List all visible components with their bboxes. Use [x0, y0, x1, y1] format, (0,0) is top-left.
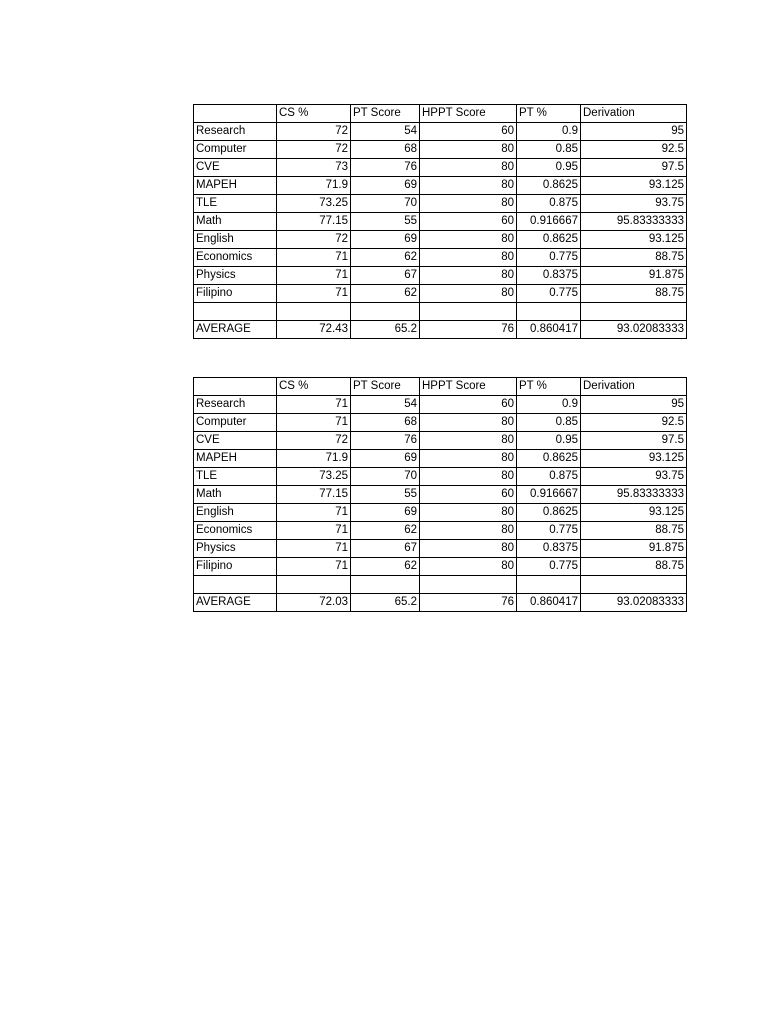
table-cell: 91.875 — [581, 267, 687, 285]
table-cell: 0.8375 — [517, 540, 581, 558]
table-row — [194, 159, 687, 177]
table-cell: 97.5 — [581, 432, 687, 450]
table-cell: 76 — [351, 432, 420, 450]
table-cell: 60 — [420, 486, 517, 504]
table-cell: 80 — [420, 522, 517, 540]
table-row — [194, 249, 687, 267]
table-cell: 92.5 — [581, 141, 687, 159]
table-cell: 73.25 — [277, 468, 351, 486]
row-label: MAPEH — [194, 177, 277, 195]
table-row — [194, 540, 687, 558]
row-label: English — [194, 504, 277, 522]
table-cell: 73.25 — [277, 195, 351, 213]
table-cell: 69 — [351, 450, 420, 468]
table-cell: 65.2 — [351, 594, 420, 612]
grades-table-body — [194, 378, 687, 612]
blank-row — [194, 576, 687, 594]
table-cell: 0.775 — [517, 285, 581, 303]
table-cell: 0.9 — [517, 396, 581, 414]
table-cell: 80 — [420, 195, 517, 213]
row-label: MAPEH — [194, 450, 277, 468]
column-header: PT Score — [351, 105, 420, 123]
grades-table-2 — [193, 377, 687, 612]
table-cell: 80 — [420, 267, 517, 285]
table-cell — [277, 303, 351, 321]
table-cell: 70 — [351, 468, 420, 486]
table-cell: 77.15 — [277, 213, 351, 231]
row-label — [194, 303, 277, 321]
table-row — [194, 195, 687, 213]
table-cell — [420, 303, 517, 321]
table-cell: 80 — [420, 177, 517, 195]
table-cell: 80 — [420, 141, 517, 159]
table-row — [194, 213, 687, 231]
table-cell — [517, 576, 581, 594]
table-cell: 0.8625 — [517, 177, 581, 195]
table-cell: 0.860417 — [517, 594, 581, 612]
table-cell: 71 — [277, 396, 351, 414]
table-cell: 80 — [420, 414, 517, 432]
table-cell — [351, 303, 420, 321]
table-cell: 71.9 — [277, 450, 351, 468]
table-cell: 0.8625 — [517, 231, 581, 249]
column-header: CS % — [277, 378, 351, 396]
table-cell: 69 — [351, 231, 420, 249]
table-cell: 67 — [351, 540, 420, 558]
row-label: English — [194, 231, 277, 249]
table-row — [194, 141, 687, 159]
table-cell: 0.916667 — [517, 213, 581, 231]
table-cell: 95.83333333 — [581, 486, 687, 504]
table-cell: 93.02083333 — [581, 594, 687, 612]
average-row — [194, 594, 687, 612]
table-cell: 67 — [351, 267, 420, 285]
table-row — [194, 504, 687, 522]
column-header: Derivation — [581, 378, 687, 396]
row-label: Computer — [194, 141, 277, 159]
row-label: Research — [194, 396, 277, 414]
table-cell: 80 — [420, 231, 517, 249]
table-row — [194, 285, 687, 303]
table-cell: 0.775 — [517, 522, 581, 540]
table-cell: 71 — [277, 504, 351, 522]
row-label: Math — [194, 213, 277, 231]
table-row — [194, 231, 687, 249]
table-cell: 73 — [277, 159, 351, 177]
grades-table-body — [194, 105, 687, 339]
table-cell: 0.8625 — [517, 450, 581, 468]
row-label: TLE — [194, 468, 277, 486]
row-label: Filipino — [194, 558, 277, 576]
header-row — [194, 105, 687, 123]
table-cell: 0.875 — [517, 468, 581, 486]
table-cell: 80 — [420, 450, 517, 468]
table-cell: 60 — [420, 213, 517, 231]
table-cell: 88.75 — [581, 285, 687, 303]
table-cell: 88.75 — [581, 522, 687, 540]
table-cell: 55 — [351, 486, 420, 504]
table-cell: 0.85 — [517, 141, 581, 159]
column-header: PT % — [517, 105, 581, 123]
table-cell: 95.83333333 — [581, 213, 687, 231]
table-cell — [581, 303, 687, 321]
table-cell: 77.15 — [277, 486, 351, 504]
table-cell: 70 — [351, 195, 420, 213]
column-header — [194, 105, 277, 123]
table-row — [194, 432, 687, 450]
table-cell: 71 — [277, 522, 351, 540]
row-label: Economics — [194, 522, 277, 540]
table-row — [194, 177, 687, 195]
table-cell: 71 — [277, 249, 351, 267]
row-label: Research — [194, 123, 277, 141]
table-cell: 69 — [351, 504, 420, 522]
table-cell: 80 — [420, 249, 517, 267]
table-cell: 71 — [277, 540, 351, 558]
average-row — [194, 321, 687, 339]
table-cell: 80 — [420, 558, 517, 576]
table-cell: 0.775 — [517, 558, 581, 576]
table-row — [194, 558, 687, 576]
table-cell: 76 — [420, 594, 517, 612]
column-header: HPPT Score — [420, 105, 517, 123]
table-cell — [351, 576, 420, 594]
table-cell: 0.9 — [517, 123, 581, 141]
table-cell: 71 — [277, 285, 351, 303]
table-row — [194, 522, 687, 540]
column-header: Derivation — [581, 105, 687, 123]
grades-table-1 — [193, 104, 687, 339]
table-cell: 71 — [277, 414, 351, 432]
table-row — [194, 123, 687, 141]
table-row — [194, 468, 687, 486]
table-cell: 93.125 — [581, 231, 687, 249]
table-cell: 68 — [351, 141, 420, 159]
table-cell — [420, 576, 517, 594]
table-cell: 80 — [420, 540, 517, 558]
table-cell: 0.875 — [517, 195, 581, 213]
table-cell: 0.95 — [517, 159, 581, 177]
table-cell: 0.775 — [517, 249, 581, 267]
table-cell: 55 — [351, 213, 420, 231]
table-cell: 69 — [351, 177, 420, 195]
table-cell: 93.125 — [581, 177, 687, 195]
table-cell: 71 — [277, 267, 351, 285]
table-cell — [581, 576, 687, 594]
table-cell — [517, 303, 581, 321]
table-cell: 88.75 — [581, 558, 687, 576]
table-cell: 88.75 — [581, 249, 687, 267]
table-row — [194, 414, 687, 432]
table-cell: 72.03 — [277, 594, 351, 612]
table-cell: 80 — [420, 468, 517, 486]
row-label: Math — [194, 486, 277, 504]
table-row — [194, 450, 687, 468]
table-cell: 0.8375 — [517, 267, 581, 285]
column-header: PT Score — [351, 378, 420, 396]
table-cell: 92.5 — [581, 414, 687, 432]
table-cell: 80 — [420, 285, 517, 303]
table-cell: 97.5 — [581, 159, 687, 177]
table-cell: 54 — [351, 396, 420, 414]
table-cell: 62 — [351, 522, 420, 540]
row-label: Physics — [194, 540, 277, 558]
table-cell: 95 — [581, 396, 687, 414]
table-cell: 76 — [420, 321, 517, 339]
table-cell: 95 — [581, 123, 687, 141]
table-cell: 0.85 — [517, 414, 581, 432]
table-cell: 72 — [277, 141, 351, 159]
table-cell: 54 — [351, 123, 420, 141]
table-cell: 60 — [420, 123, 517, 141]
row-label: AVERAGE — [194, 594, 277, 612]
row-label: CVE — [194, 432, 277, 450]
table-cell: 72.43 — [277, 321, 351, 339]
table-cell — [277, 576, 351, 594]
table-cell: 93.125 — [581, 504, 687, 522]
table-cell: 80 — [420, 159, 517, 177]
table-cell: 91.875 — [581, 540, 687, 558]
column-header: PT % — [517, 378, 581, 396]
header-row — [194, 378, 687, 396]
table-cell: 62 — [351, 285, 420, 303]
table-cell: 72 — [277, 123, 351, 141]
table-cell: 93.125 — [581, 450, 687, 468]
blank-row — [194, 303, 687, 321]
table-cell: 80 — [420, 504, 517, 522]
row-label: Economics — [194, 249, 277, 267]
table-cell: 80 — [420, 432, 517, 450]
column-header: CS % — [277, 105, 351, 123]
table-cell: 60 — [420, 396, 517, 414]
column-header: HPPT Score — [420, 378, 517, 396]
row-label: CVE — [194, 159, 277, 177]
table-cell: 0.916667 — [517, 486, 581, 504]
row-label: Filipino — [194, 285, 277, 303]
row-label — [194, 576, 277, 594]
table-cell: 62 — [351, 558, 420, 576]
table-cell: 65.2 — [351, 321, 420, 339]
table-row — [194, 486, 687, 504]
table-cell: 0.95 — [517, 432, 581, 450]
table-cell: 72 — [277, 231, 351, 249]
column-header — [194, 378, 277, 396]
row-label: Physics — [194, 267, 277, 285]
row-label: AVERAGE — [194, 321, 277, 339]
row-label: TLE — [194, 195, 277, 213]
row-label: Computer — [194, 414, 277, 432]
table-cell: 93.75 — [581, 195, 687, 213]
table-cell: 71 — [277, 558, 351, 576]
table-cell: 62 — [351, 249, 420, 267]
table-cell: 71.9 — [277, 177, 351, 195]
table-cell: 76 — [351, 159, 420, 177]
table-cell: 68 — [351, 414, 420, 432]
table-cell: 93.02083333 — [581, 321, 687, 339]
table-cell: 0.860417 — [517, 321, 581, 339]
table-cell: 72 — [277, 432, 351, 450]
table-row — [194, 396, 687, 414]
table-cell: 0.8625 — [517, 504, 581, 522]
table-cell: 93.75 — [581, 468, 687, 486]
table-row — [194, 267, 687, 285]
